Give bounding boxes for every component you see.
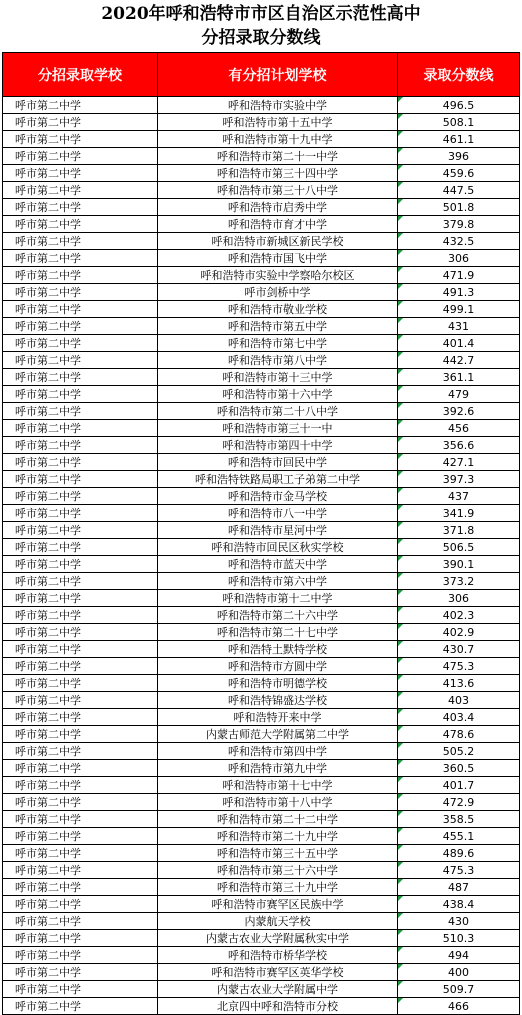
cell-cutoff-score: 396: [398, 148, 520, 165]
cell-cutoff-score: 390.1: [398, 556, 520, 573]
cell-quota-school: 呼和浩特市敬业学校: [158, 301, 398, 318]
table-row: [3, 624, 520, 641]
cell-cutoff-score: 341.9: [398, 505, 520, 522]
cell-admitting-school: 呼市第二中学: [3, 828, 158, 845]
cell-admitting-school: 呼市第二中学: [3, 386, 158, 403]
table-header-row: [3, 53, 520, 97]
cell-quota-school: 呼和浩特市第二十九中学: [158, 828, 398, 845]
cell-quota-school: 呼和浩特市方圆中学: [158, 658, 398, 675]
table-row: [3, 97, 520, 114]
table-row: [3, 726, 520, 743]
table-row: [3, 947, 520, 964]
cell-quota-school: 呼和浩特市第四中学: [158, 743, 398, 760]
cell-cutoff-score: 505.2: [398, 743, 520, 760]
cell-admitting-school: 呼市第二中学: [3, 284, 158, 301]
table-row: [3, 930, 520, 947]
table-row: [3, 777, 520, 794]
table-row: [3, 709, 520, 726]
table-row: [3, 607, 520, 624]
cell-admitting-school: 呼市第二中学: [3, 981, 158, 998]
table-row: [3, 539, 520, 556]
cell-admitting-school: 呼市第二中学: [3, 352, 158, 369]
cell-quota-school: 呼和浩特市第五中学: [158, 318, 398, 335]
table-row: [3, 369, 520, 386]
cell-admitting-school: 呼市第二中学: [3, 896, 158, 913]
cell-quota-school: 呼和浩特土默特学校: [158, 641, 398, 658]
title-line-1: 2020年呼和浩特市市区自治区示范性高中: [101, 4, 421, 24]
cell-quota-school: 呼和浩特市第七中学: [158, 335, 398, 352]
cell-cutoff-score: 373.2: [398, 573, 520, 590]
table-row: [3, 403, 520, 420]
cell-cutoff-score: 361.1: [398, 369, 520, 386]
cell-admitting-school: 呼市第二中学: [3, 794, 158, 811]
table-row: [3, 233, 520, 250]
table-row: [3, 420, 520, 437]
table-row: [3, 267, 520, 284]
cell-cutoff-score: 358.5: [398, 811, 520, 828]
cell-cutoff-score: 456: [398, 420, 520, 437]
cell-admitting-school: 呼市第二中学: [3, 930, 158, 947]
cell-quota-school: 呼和浩特市第三十一中: [158, 420, 398, 437]
table-row: [3, 692, 520, 709]
cell-cutoff-score: 379.8: [398, 216, 520, 233]
table-row: [3, 437, 520, 454]
cell-quota-school: 呼和浩特市新城区新民学校: [158, 233, 398, 250]
cell-admitting-school: 呼市第二中学: [3, 879, 158, 896]
cell-quota-school: 内蒙航天学校: [158, 913, 398, 930]
table-row: [3, 505, 520, 522]
cell-cutoff-score: 455.1: [398, 828, 520, 845]
cell-cutoff-score: 402.9: [398, 624, 520, 641]
table-row: [3, 216, 520, 233]
cell-admitting-school: 呼市第二中学: [3, 437, 158, 454]
cell-quota-school: 呼和浩特锦盛达学校: [158, 692, 398, 709]
cell-admitting-school: 呼市第二中学: [3, 454, 158, 471]
cell-admitting-school: 呼市第二中学: [3, 335, 158, 352]
cell-quota-school: 呼和浩特市第十七中学: [158, 777, 398, 794]
cell-admitting-school: 呼市第二中学: [3, 913, 158, 930]
cell-quota-school: 内蒙古农业大学附属中学: [158, 981, 398, 998]
table-row: [3, 641, 520, 658]
cell-quota-school: 呼和浩特市第十八中学: [158, 794, 398, 811]
table-row: [3, 284, 520, 301]
table-row: [3, 590, 520, 607]
cell-admitting-school: 呼市第二中学: [3, 760, 158, 777]
cell-cutoff-score: 506.5: [398, 539, 520, 556]
cell-admitting-school: 呼市第二中学: [3, 811, 158, 828]
cell-admitting-school: 呼市第二中学: [3, 505, 158, 522]
table-row: [3, 199, 520, 216]
cell-admitting-school: 呼市第二中学: [3, 573, 158, 590]
cell-quota-school: 呼和浩特市八一中学: [158, 505, 398, 522]
header-admitting-school: 分招录取学校: [3, 53, 158, 97]
table-row: [3, 845, 520, 862]
cell-quota-school: 内蒙古农业大学附属秋实中学: [158, 930, 398, 947]
cell-admitting-school: 呼市第二中学: [3, 250, 158, 267]
cell-quota-school: 呼和浩特市回民区秋实学校: [158, 539, 398, 556]
header-quota-school: 有分招计划学校: [158, 53, 398, 97]
cell-cutoff-score: 508.1: [398, 114, 520, 131]
table-row: [3, 760, 520, 777]
table-row: [3, 165, 520, 182]
cell-quota-school: 呼和浩特市实验中学: [158, 97, 398, 114]
cell-cutoff-score: 509.7: [398, 981, 520, 998]
cell-cutoff-score: 437: [398, 488, 520, 505]
cell-cutoff-score: 489.6: [398, 845, 520, 862]
cell-admitting-school: 呼市第二中学: [3, 556, 158, 573]
cell-cutoff-score: 442.7: [398, 352, 520, 369]
table-row: [3, 862, 520, 879]
cell-quota-school: 北京四中呼和浩特市分校: [158, 998, 398, 1015]
cell-cutoff-score: 510.3: [398, 930, 520, 947]
document-title: [0, 0, 522, 52]
cell-admitting-school: 呼市第二中学: [3, 420, 158, 437]
cell-admitting-school: 呼市第二中学: [3, 165, 158, 182]
cell-admitting-school: 呼市第二中学: [3, 539, 158, 556]
cell-admitting-school: 呼市第二中学: [3, 267, 158, 284]
cell-quota-school: 呼和浩特市第三十五中学: [158, 845, 398, 862]
cell-admitting-school: 呼市第二中学: [3, 318, 158, 335]
cell-cutoff-score: 459.6: [398, 165, 520, 182]
cell-quota-school: 呼和浩特铁路局职工子弟第二中学: [158, 471, 398, 488]
cell-quota-school: 呼和浩特市第三十四中学: [158, 165, 398, 182]
cell-admitting-school: 呼市第二中学: [3, 114, 158, 131]
cell-quota-school: 呼和浩特开来中学: [158, 709, 398, 726]
cell-admitting-school: 呼市第二中学: [3, 862, 158, 879]
table-row: [3, 556, 520, 573]
header-cutoff-score: 录取分数线: [398, 53, 520, 97]
cell-admitting-school: 呼市第二中学: [3, 522, 158, 539]
cell-quota-school: 呼和浩特市第二十二中学: [158, 811, 398, 828]
table-row: [3, 794, 520, 811]
cell-quota-school: 呼和浩特市第三十八中学: [158, 182, 398, 199]
cell-quota-school: 呼和浩特市第十九中学: [158, 131, 398, 148]
table-row: [3, 335, 520, 352]
cell-cutoff-score: 431: [398, 318, 520, 335]
cell-quota-school: 呼和浩特市回民中学: [158, 454, 398, 471]
cell-cutoff-score: 432.5: [398, 233, 520, 250]
cell-cutoff-score: 496.5: [398, 97, 520, 114]
cell-admitting-school: 呼市第二中学: [3, 233, 158, 250]
cell-cutoff-score: 466: [398, 998, 520, 1015]
table-row: [3, 131, 520, 148]
table-row: [3, 250, 520, 267]
table-body: [3, 97, 520, 1015]
cell-quota-school: 呼和浩特市启秀中学: [158, 199, 398, 216]
table-row: [3, 318, 520, 335]
cell-cutoff-score: 430.7: [398, 641, 520, 658]
cell-quota-school: 呼和浩特市第十五中学: [158, 114, 398, 131]
cell-admitting-school: 呼市第二中学: [3, 675, 158, 692]
cell-cutoff-score: 400: [398, 964, 520, 981]
cell-quota-school: 呼和浩特市第九中学: [158, 760, 398, 777]
cell-quota-school: 呼市剑桥中学: [158, 284, 398, 301]
cell-quota-school: 呼和浩特市第三十九中学: [158, 879, 398, 896]
cell-admitting-school: 呼市第二中学: [3, 777, 158, 794]
table-row: [3, 352, 520, 369]
table-row: [3, 573, 520, 590]
table-row: [3, 522, 520, 539]
cell-cutoff-score: 306: [398, 590, 520, 607]
cell-quota-school: 内蒙古师范大学附属第二中学: [158, 726, 398, 743]
table-row: [3, 148, 520, 165]
cell-admitting-school: 呼市第二中学: [3, 998, 158, 1015]
cell-cutoff-score: 371.8: [398, 522, 520, 539]
cell-cutoff-score: 306: [398, 250, 520, 267]
cell-quota-school: 呼和浩特市第四十中学: [158, 437, 398, 454]
table-row: [3, 658, 520, 675]
cell-cutoff-score: 501.8: [398, 199, 520, 216]
cell-cutoff-score: 494: [398, 947, 520, 964]
table-row: [3, 896, 520, 913]
cell-quota-school: 呼和浩特市第六中学: [158, 573, 398, 590]
cell-admitting-school: 呼市第二中学: [3, 709, 158, 726]
cell-quota-school: 呼和浩特市实验中学察哈尔校区: [158, 267, 398, 284]
table-row: [3, 981, 520, 998]
cell-admitting-school: 呼市第二中学: [3, 743, 158, 760]
cell-cutoff-score: 471.9: [398, 267, 520, 284]
cell-admitting-school: 呼市第二中学: [3, 131, 158, 148]
cell-cutoff-score: 397.3: [398, 471, 520, 488]
cell-admitting-school: 呼市第二中学: [3, 692, 158, 709]
cell-cutoff-score: 475.3: [398, 658, 520, 675]
cell-cutoff-score: 356.6: [398, 437, 520, 454]
cell-admitting-school: 呼市第二中学: [3, 182, 158, 199]
cell-admitting-school: 呼市第二中学: [3, 607, 158, 624]
cell-admitting-school: 呼市第二中学: [3, 658, 158, 675]
cell-admitting-school: 呼市第二中学: [3, 97, 158, 114]
cell-admitting-school: 呼市第二中学: [3, 845, 158, 862]
cell-admitting-school: 呼市第二中学: [3, 471, 158, 488]
cell-cutoff-score: 461.1: [398, 131, 520, 148]
cell-cutoff-score: 401.7: [398, 777, 520, 794]
cell-quota-school: 呼和浩特市星河中学: [158, 522, 398, 539]
cell-cutoff-score: 402.3: [398, 607, 520, 624]
cell-cutoff-score: 447.5: [398, 182, 520, 199]
cell-cutoff-score: 403.4: [398, 709, 520, 726]
table-row: [3, 743, 520, 760]
cell-cutoff-score: 403: [398, 692, 520, 709]
cell-cutoff-score: 491.3: [398, 284, 520, 301]
cell-admitting-school: 呼市第二中学: [3, 148, 158, 165]
cell-cutoff-score: 478.6: [398, 726, 520, 743]
table-row: [3, 675, 520, 692]
cell-cutoff-score: 487: [398, 879, 520, 896]
cell-quota-school: 呼和浩特市明德学校: [158, 675, 398, 692]
cell-admitting-school: 呼市第二中学: [3, 301, 158, 318]
cell-quota-school: 呼和浩特市第二十八中学: [158, 403, 398, 420]
cell-quota-school: 呼和浩特市第二十一中学: [158, 148, 398, 165]
table-row: [3, 828, 520, 845]
cell-quota-school: 呼和浩特市桥华学校: [158, 947, 398, 964]
cell-admitting-school: 呼市第二中学: [3, 624, 158, 641]
table-row: [3, 879, 520, 896]
cell-quota-school: 呼和浩特市第二十七中学: [158, 624, 398, 641]
cell-quota-school: 呼和浩特市育才中学: [158, 216, 398, 233]
cell-quota-school: 呼和浩特市第八中学: [158, 352, 398, 369]
cell-admitting-school: 呼市第二中学: [3, 199, 158, 216]
table-row: [3, 913, 520, 930]
title-line-2: 分招录取分数线: [201, 28, 321, 48]
table-row: [3, 301, 520, 318]
cell-cutoff-score: 392.6: [398, 403, 520, 420]
cell-quota-school: 呼和浩特市第十二中学: [158, 590, 398, 607]
cell-cutoff-score: 472.9: [398, 794, 520, 811]
cell-cutoff-score: 430: [398, 913, 520, 930]
cell-quota-school: 呼和浩特市第三十六中学: [158, 862, 398, 879]
cell-quota-school: 呼和浩特市赛罕区英华学校: [158, 964, 398, 981]
table-row: [3, 386, 520, 403]
table-row: [3, 114, 520, 131]
cell-admitting-school: 呼市第二中学: [3, 726, 158, 743]
score-table: [2, 52, 520, 1015]
cell-quota-school: 呼和浩特市蓝天中学: [158, 556, 398, 573]
cell-quota-school: 呼和浩特市国飞中学: [158, 250, 398, 267]
cell-cutoff-score: 438.4: [398, 896, 520, 913]
cell-quota-school: 呼和浩特市第十六中学: [158, 386, 398, 403]
cell-quota-school: 呼和浩特市赛罕区民族中学: [158, 896, 398, 913]
cell-quota-school: 呼和浩特市金马学校: [158, 488, 398, 505]
cell-quota-school: 呼和浩特市第二十六中学: [158, 607, 398, 624]
cell-admitting-school: 呼市第二中学: [3, 641, 158, 658]
cell-admitting-school: 呼市第二中学: [3, 488, 158, 505]
cell-cutoff-score: 360.5: [398, 760, 520, 777]
cell-admitting-school: 呼市第二中学: [3, 947, 158, 964]
table-row: [3, 182, 520, 199]
cell-cutoff-score: 401.4: [398, 335, 520, 352]
table-row: [3, 454, 520, 471]
table-row: [3, 811, 520, 828]
cell-cutoff-score: 475.3: [398, 862, 520, 879]
cell-admitting-school: 呼市第二中学: [3, 216, 158, 233]
table-row: [3, 964, 520, 981]
table-row: [3, 471, 520, 488]
cell-cutoff-score: 499.1: [398, 301, 520, 318]
table-row: [3, 998, 520, 1015]
cell-cutoff-score: 479: [398, 386, 520, 403]
cell-cutoff-score: 413.6: [398, 675, 520, 692]
table-row: [3, 488, 520, 505]
cell-cutoff-score: 427.1: [398, 454, 520, 471]
cell-admitting-school: 呼市第二中学: [3, 369, 158, 386]
cell-admitting-school: 呼市第二中学: [3, 964, 158, 981]
cell-admitting-school: 呼市第二中学: [3, 590, 158, 607]
cell-quota-school: 呼和浩特市第十三中学: [158, 369, 398, 386]
cell-admitting-school: 呼市第二中学: [3, 403, 158, 420]
